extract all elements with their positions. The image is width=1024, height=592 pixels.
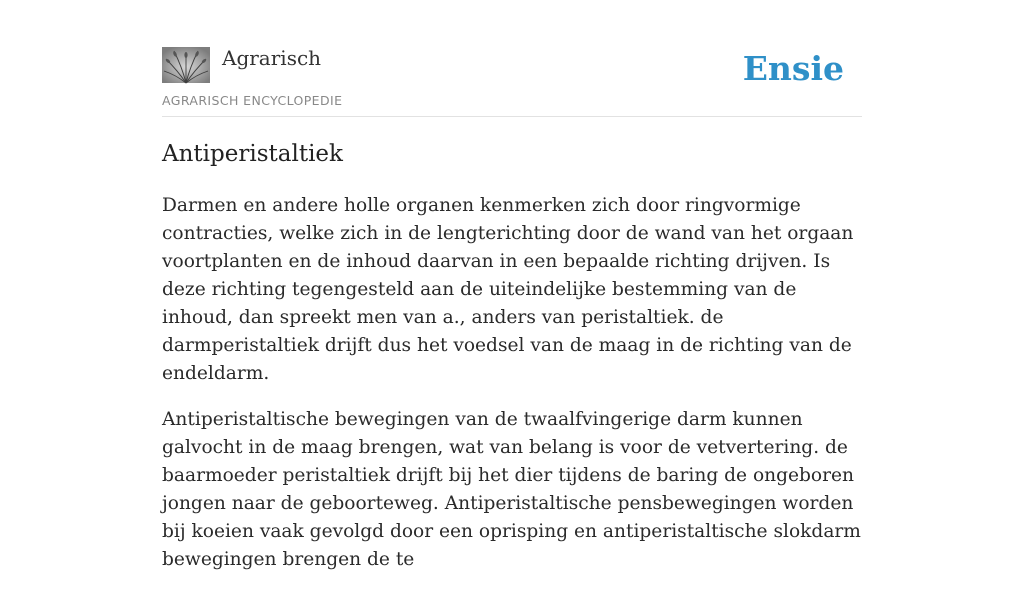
article-paragraph: Darmen en andere holle organen kenmerken zich door ringvormige contracties, welke zich in de lengterichting door de wand van het orgaan voortplanten en de inhoud daarvan in een bepaalde richting drijven. Is deze richting tegengesteld aan de uiteindelijke bestemming van de inhoud, dan spreekt men van a., anders van peristaltiek. de darmperistaltiek drijft dus het voedsel van de maag in de richting van de endeldarm. [162, 195, 854, 384]
source-subtitle[interactable]: AGRARISCH ENCYCLOPEDIE [162, 93, 343, 108]
article-title: Antiperistaltiek [162, 141, 343, 167]
header [162, 44, 862, 117]
brand-logo[interactable]: Ensie [742, 49, 844, 88]
wheat-icon [162, 47, 210, 83]
article-body [162, 192, 862, 592]
article-paragraph: Antiperistaltische bewegingen van de twaalfvingerige darm kunnen galvocht in de maag brengen, wat van belang is voor de vetvertering. de baarmoeder peristaltiek drijft bij het dier tijdens de baring de ongeboren jongen naar de geboorteweg. Antiperistaltische pensbewegingen worden bij koeien vaak gevolgd door een oprisping en antiperistaltische slokdarm bewegingen brengen de te [162, 409, 861, 570]
source-name[interactable]: Agrarisch [222, 46, 322, 70]
source-avatar[interactable] [162, 47, 210, 83]
